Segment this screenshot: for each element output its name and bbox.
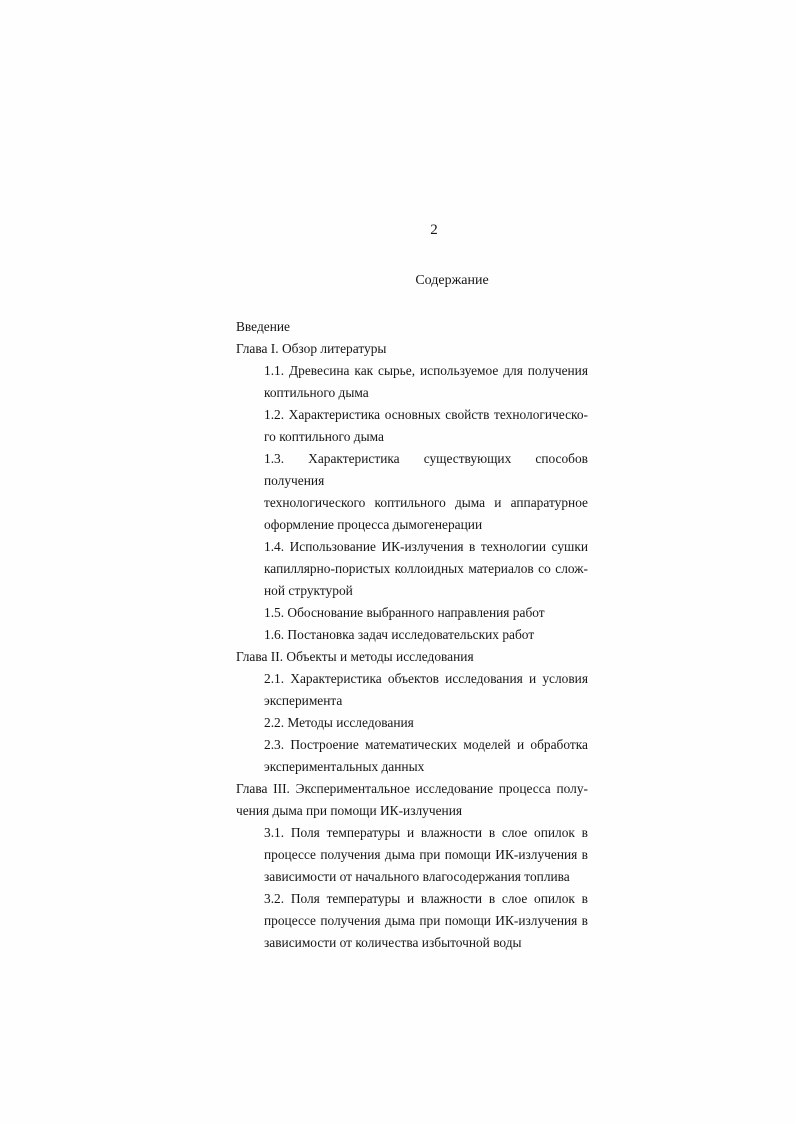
toc-section-entry [236,734,588,778]
toc-entry-line: коптильного дыма [264,385,369,400]
toc-section-entry [236,888,588,954]
toc-chapter-entry [236,646,588,668]
toc-section-entry [236,712,588,734]
toc-entry-line: ной структурой [264,583,353,598]
toc-entry-line: Глава III. Экспериментальное исследование процесса полу- [236,781,588,796]
toc-entry-line: 2.2. Методы исследования [264,715,414,730]
toc-chapter-entry [236,316,588,338]
toc-entry-line: 1.1. Древесина как сырье, используемое для получения [264,363,588,378]
toc-entry-line: Глава II. Объекты и методы исследования [236,649,474,664]
toc-entry-line: технологического коптильного дыма и аппаратурное [264,495,588,510]
toc-title: Содержание [415,273,489,288]
table-of-contents [236,316,588,954]
toc-entry-line: 2.3. Построение математических моделей и обработка [264,737,588,752]
toc-section-entry [236,822,588,888]
toc-entry-line: капиллярно-пористых коллоидных материалов со слож- [264,561,588,576]
toc-entry-line: 1.6. Постановка задач исследовательских работ [264,627,535,642]
toc-entry-line: 1.3. Характеристика существующих способов получения [264,451,588,488]
toc-section-entry [236,536,588,602]
toc-entry-line: зависимости от количества избыточной воды [264,935,522,950]
toc-entry-line: 1.2. Характеристика основных свойств технологическо- [264,407,588,422]
toc-entry-line: Введение [236,319,290,334]
toc-section-entry [236,624,588,646]
toc-entry-line: экспериментальных данных [264,759,425,774]
toc-entry-line: 2.1. Характеристика объектов исследования и условия [264,671,588,686]
toc-section-entry [236,404,588,448]
toc-entry-line: зависимости от начального влагосодержания топлива [264,869,570,884]
toc-entry-line: эксперимента [264,693,343,708]
toc-entry-line: процессе получения дыма при помощи ИК-излучения в [264,913,588,928]
toc-entry-line: го коптильного дыма [264,429,384,444]
toc-section-entry [236,448,588,536]
toc-entry-line: 1.5. Обоснование выбранного направления работ [264,605,545,620]
page-number: 2 [430,222,438,238]
toc-section-entry [236,360,588,404]
toc-entry-line: 3.1. Поля температуры и влажности в слое опилок в [264,825,588,840]
toc-entry-line: Глава I. Обзор литературы [236,341,387,356]
toc-entry-line: 1.4. Использование ИК-излучения в технологии сушки [264,539,588,554]
toc-section-entry [236,602,588,624]
toc-section-entry [236,668,588,712]
toc-entry-line: чения дыма при помощи ИК-излучения [236,803,463,818]
toc-chapter-entry [236,338,588,360]
toc-entry-line: 3.2. Поля температуры и влажности в слое опилок в [264,891,588,906]
toc-entry-line: процессе получения дыма при помощи ИК-излучения в [264,847,588,862]
toc-entry-line: оформление процесса дымогенерации [264,517,483,532]
toc-chapter-entry [236,778,588,822]
